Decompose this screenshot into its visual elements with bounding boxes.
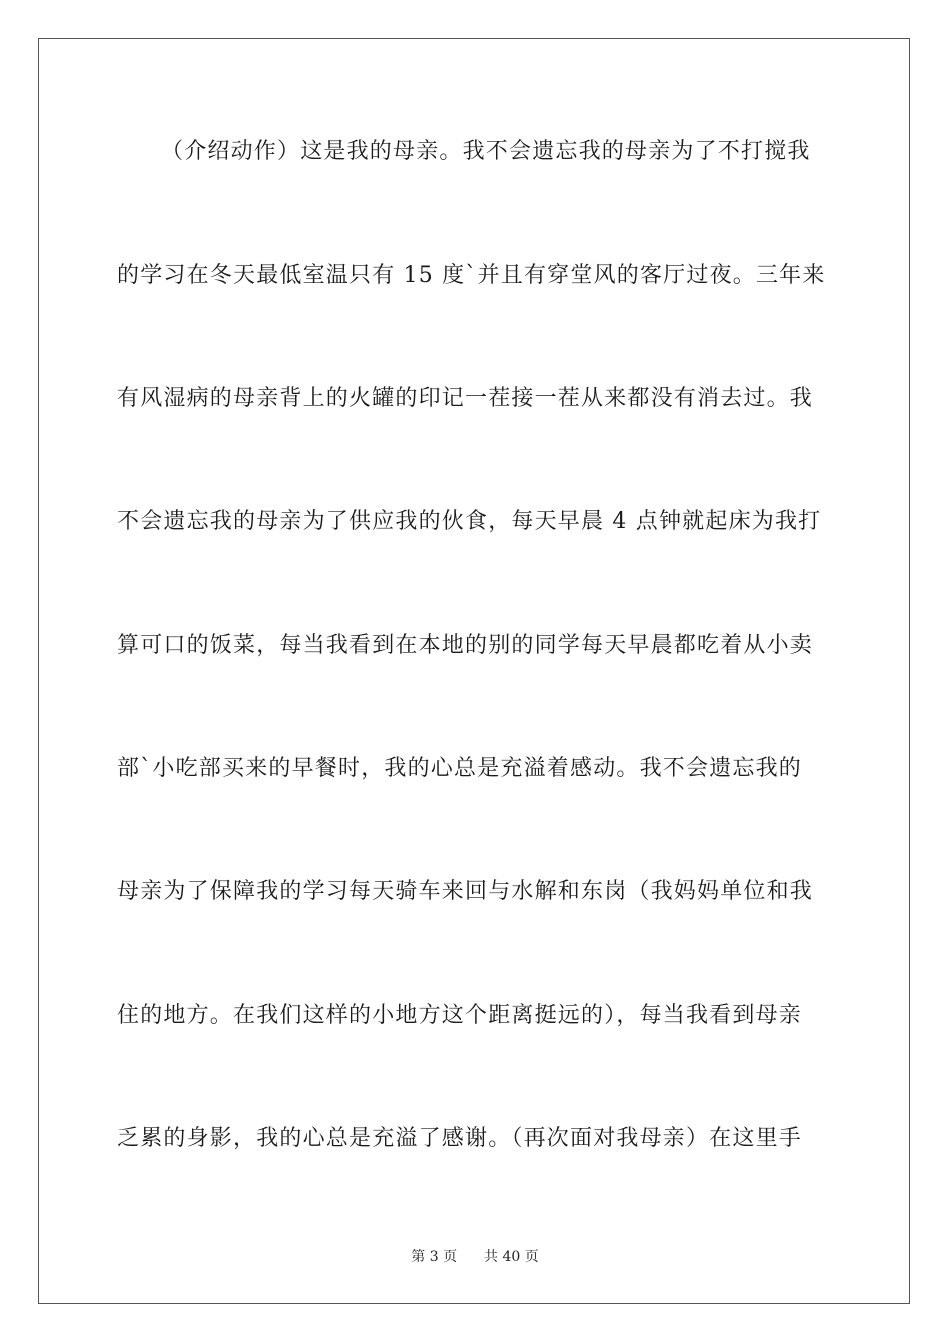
text-line: 乏累的身影，我的心总是充溢了感谢。（再次面对我母亲）在这里手 bbox=[117, 1126, 803, 1151]
page-border bbox=[38, 38, 910, 1304]
text-line: （介绍动作）这是我的母亲。我不会遗忘我的母亲为了不打搅我 bbox=[161, 139, 811, 164]
text-line: 不会遗忘我的母亲为了供应我的伙食，每天早晨 4 点钟就起床为我打 bbox=[117, 509, 822, 534]
text-line: 部`小吃部买来的早餐时，我的心总是充溢着感动。我不会遗忘我的 bbox=[117, 756, 803, 781]
page-footer bbox=[0, 1248, 950, 1266]
page-total: 共 40 页 bbox=[484, 1249, 539, 1265]
text-line: 算可口的饭菜，每当我看到在本地的别的同学每天早晨都吃着从小卖 bbox=[117, 633, 814, 658]
page-number: 第 3 页 bbox=[411, 1249, 458, 1265]
text-line: 母亲为了保障我的学习每天骑车来回与水解和东岗（我妈妈单位和我 bbox=[117, 879, 814, 904]
text-line: 住的地方。在我们这样的小地方这个距离挺远的），每当我看到母亲 bbox=[117, 1003, 803, 1028]
text-line: 有风湿病的母亲背上的火罐的印记一茬接一茬从来都没有消去过。我 bbox=[117, 386, 814, 411]
text-line: 的学习在冬天最低室温只有 15 度`并且有穿堂风的客厅过夜。三年来 bbox=[117, 263, 826, 288]
